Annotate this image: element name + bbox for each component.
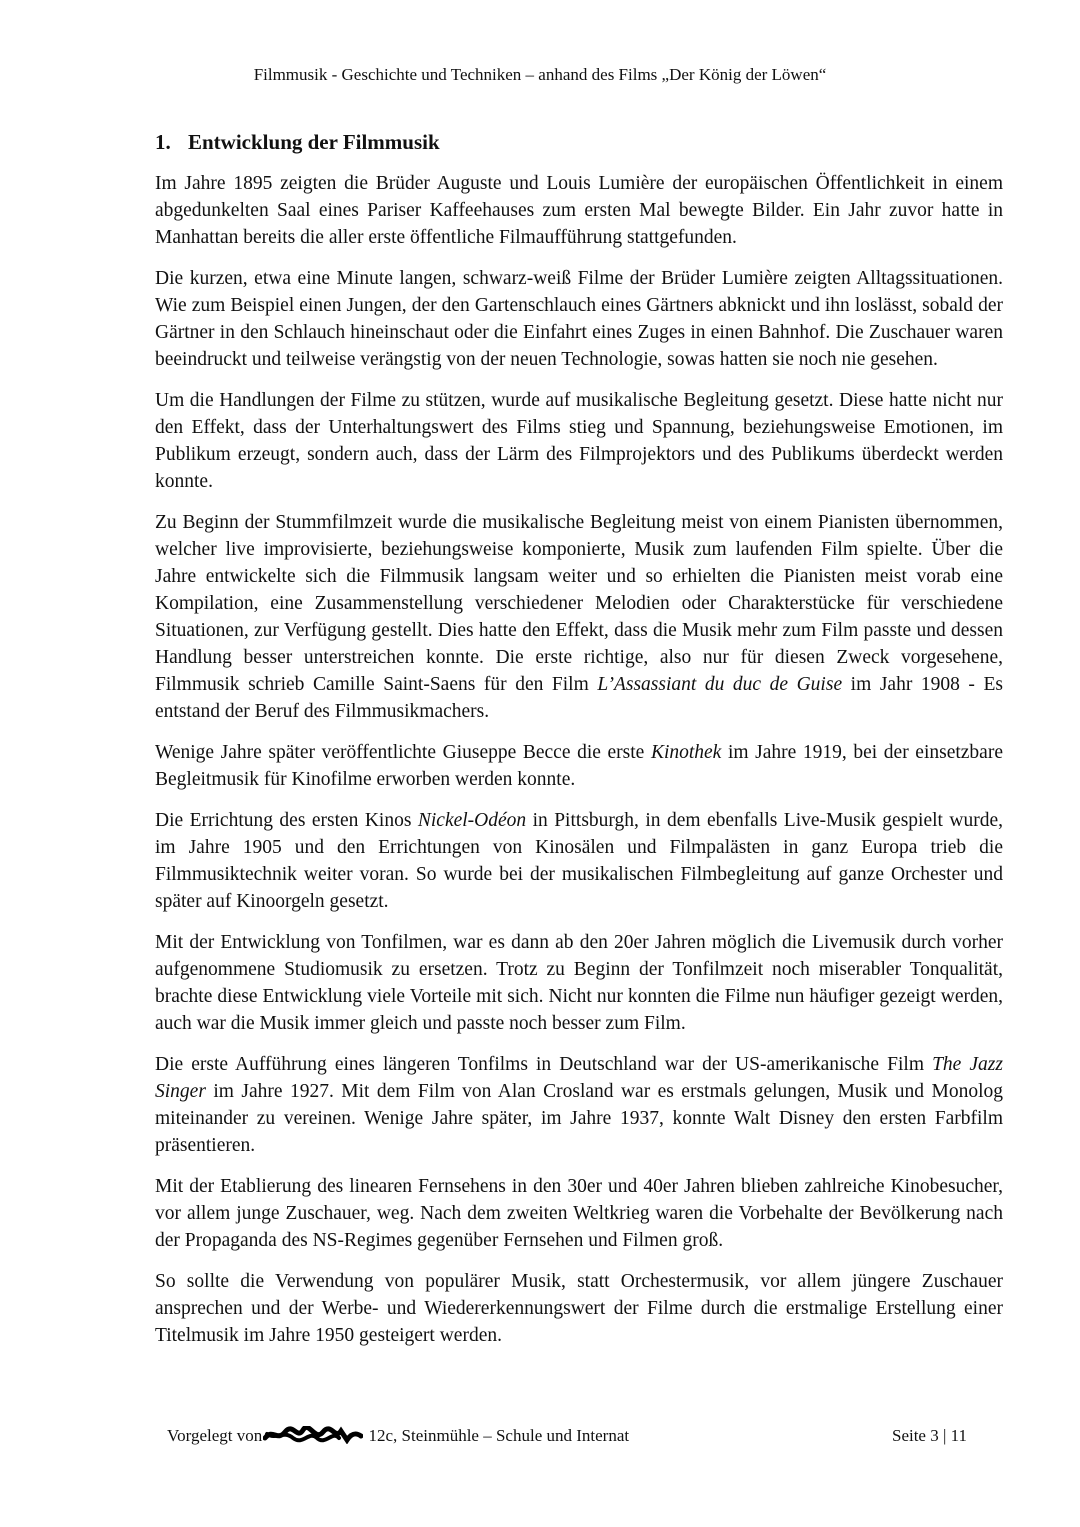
page-number: Seite 3 | 11	[891, 1426, 967, 1445]
cinema-name: Nickel-Odéon	[417, 810, 527, 831]
paragraph: Mit der Etablierung des linearen Fernsehens in den 30er und 40er Jahren blieben zahlreiche Kinobesucher, vor allem junge Zuschauer, weg. Nach dem zweiten Weltkrieg waren die Vorbehalte der Bevölkerung nach der Propaganda des NS-Regimes gegenüber Fernsehen und Filmen groß.	[155, 1176, 1003, 1251]
paragraph: Zu Beginn der Stummfilmzeit wurde die musikalische Begleitung meist von einem Pianisten übernommen, welcher live improvisierte, beziehungsweise komponierte, Musik zum laufenden Film spielte. Über die Jahre entwickelte sich die Filmmusik langsam weiter und so erhielten die Pianisten meist vorab eine Kompilation, eine Zusammenstellung verschiedener Melodien oder Charakterstücke für verschiedene Situationen, zur Verfügung gestellt. Dies hatte den Effekt, dass die Musik mehr zum Film passte und dessen Handlung besser unterstreichen konnte. Die erste richtige, also nur für diesen Zweck vorgesehene, Filmmusik schrieb Camille Saint-Saens für den Film L’Assassiant du duc de Guise im Jahr 1908 - Es entstand der Beruf des Filmmusikmachers.	[155, 512, 1003, 722]
film-title: L’Assassiant du duc de Guise	[597, 674, 843, 695]
paragraph: Die Errichtung des ersten Kinos Nickel-Odéon in Pittsburgh, in dem ebenfalls Live-Musik gespielt wurde, im Jahre 1905 und den Errichtungen von Kinosälen und Filmpalästen in ganz Europa trieb die Filmmusiktechnik weiter voran. So wurde bei der musikalischen Filmbegleitung auf ganze Orchester und später auf Kinoorgeln gesetzt.	[155, 810, 1003, 912]
work-title: Kinothek	[650, 742, 722, 763]
section-number: 1.	[155, 130, 171, 154]
section-title	[155, 128, 440, 156]
paragraph: Wenige Jahre später veröffentlichte Giuseppe Becce die erste Kinothek im Jahre 1919, bei der einsetzbare Begleitmusik für Kinofilme erworben werden konnte.	[155, 742, 1003, 790]
paragraph: Die kurzen, etwa eine Minute langen, schwarz-weiß Filme der Brüder Lumière zeigten Alltagssituationen. Wie zum Beispiel einen Jungen, der den Gartenschlauch eines Gärtners abknickt und ihn loslässt, sobald der Gärtner in den Schlauch hineinschaut oder die Einfahrt eines Zuges in einen Bahnhof. Die Zuschauer waren beeindruckt und teilweise verängstig von der neuen Technologie, sowas hatten sie noch nie gesehen.	[155, 268, 1003, 370]
film-title: The Jazz Singer	[155, 1054, 1003, 1102]
paragraph: Im Jahre 1895 zeigten die Brüder Auguste und Louis Lumière der europäischen Öffentlichkeit in einem abgedunkelten Saal eines Pariser Kaffeehauses zum ersten Mal bewegte Bilder. Ein Jahr zuvor hatte in Manhattan bereits die aller erste öffentliche Filmaufführung stattgefunden.	[155, 173, 1003, 248]
page-header: Filmmusik - Geschichte und Techniken – anhand des Films „Der König der Löwen“	[253, 65, 827, 84]
footer-author-line: Vorgelegt von 12c, Steinmühle – Schule und Internat	[167, 1426, 630, 1445]
body-text	[155, 170, 1003, 1363]
paragraph: Mit der Entwicklung von Tonfilmen, war es dann ab den 20er Jahren möglich die Livemusik durch vorher aufgenommene Studiomusik zu ersetzen. Trotz zu Beginn der Tonfilmzeit noch miserabler Tonqualität, brachte diese Entwicklung viele Vorteile mit sich. Nicht nur konnten die Filme nun häufiger gezeigt werden, auch war die Musik immer gleich und passte noch besser zum Film.	[155, 932, 1003, 1034]
paragraph: Um die Handlungen der Filme zu stützen, wurde auf musikalische Begleitung gesetzt. Diese hatte nicht nur den Effekt, dass der Unterhaltungswert des Films stieg und Spannung, beziehungsweise Emotionen, im Publikum erzeugt, sondern auch, dass der Lärm des Filmprojektors und des Publikums überdeckt werden konnte.	[155, 390, 1003, 492]
redaction-scribble	[263, 1426, 363, 1444]
paragraph: Die erste Aufführung eines längeren Tonfilms in Deutschland war der US-amerikanische Film The Jazz Singer im Jahre 1927. Mit dem Film von Alan Crosland war es erstmals gelungen, Musik und Monolog miteinander zu vereinen. Wenige Jahre später, im Jahre 1937, konnte Walt Disney den ersten Farbfilm präsentieren.	[155, 1054, 1003, 1156]
paragraph: So sollte die Verwendung von populärer Musik, statt Orchestermusik, vor allem jüngere Zuschauer ansprechen und der Werbe- und Wiedererkennungswert der Filme durch die erstmalige Erstellung einer Titelmusik im Jahre 1950 gesteigert werden.	[155, 1271, 1003, 1346]
section-title-text: Entwicklung der Filmmusik	[188, 130, 440, 154]
